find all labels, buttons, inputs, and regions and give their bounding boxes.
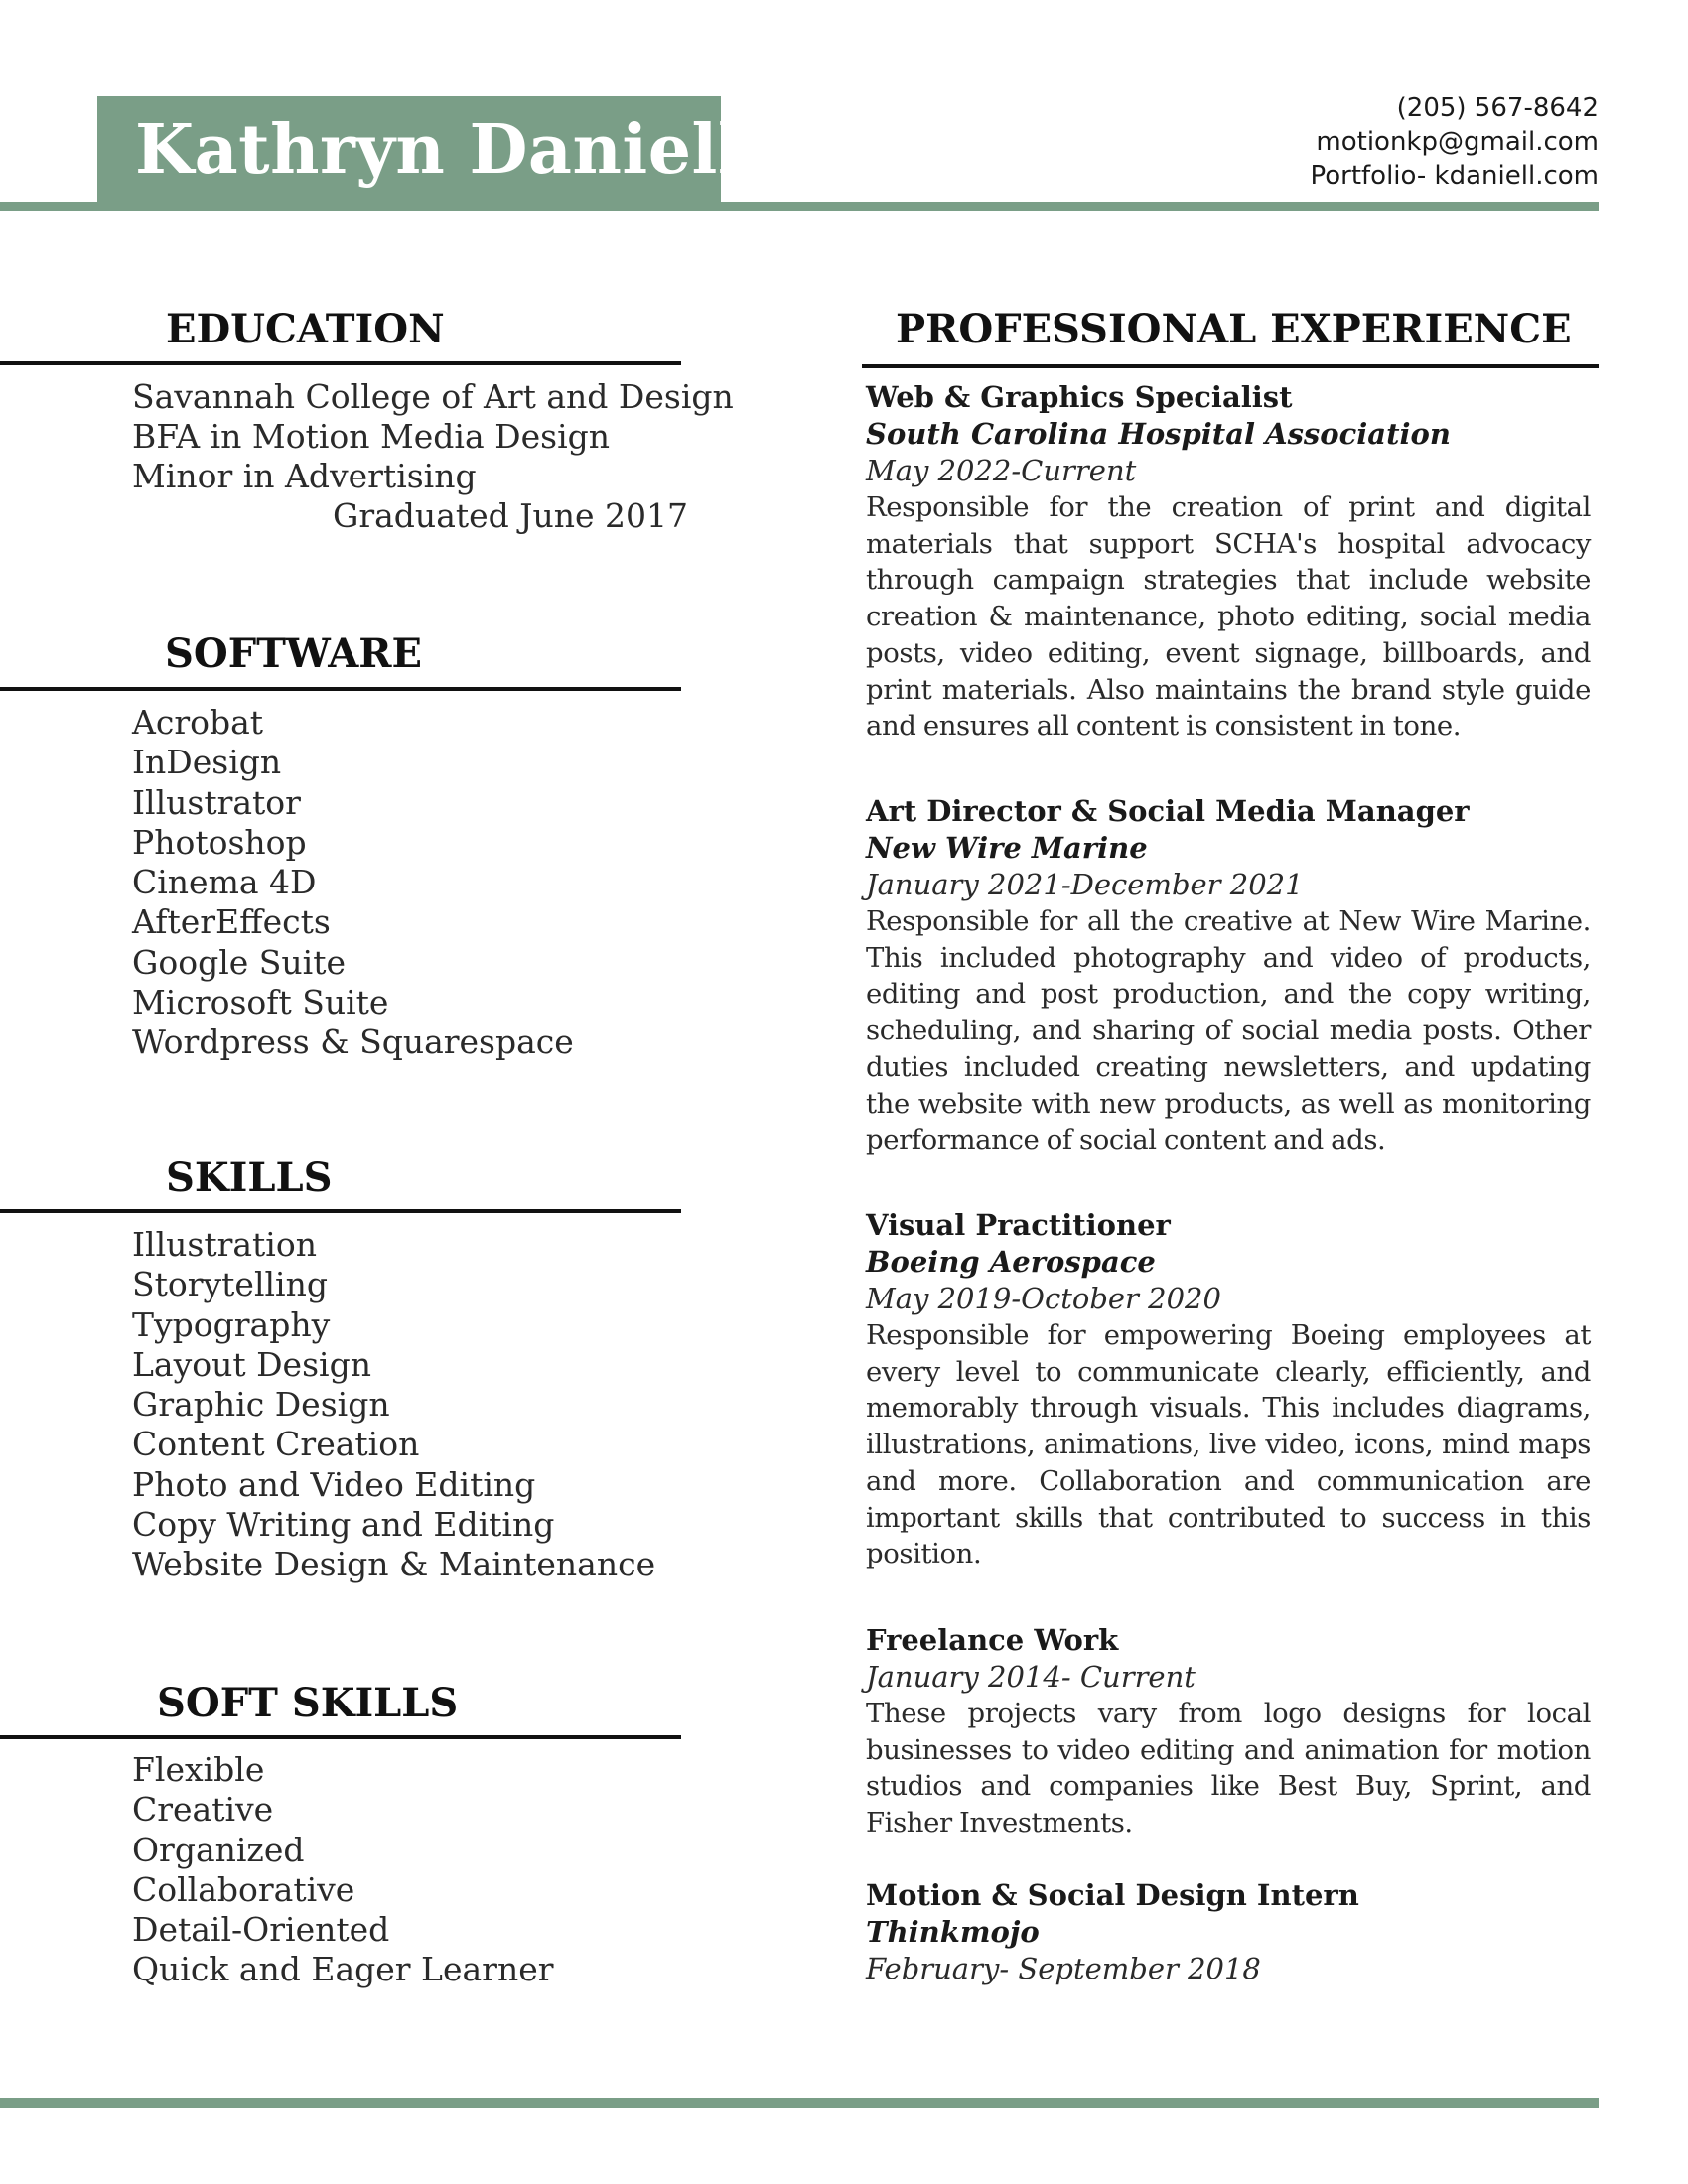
experience-heading: PROFESSIONAL EXPERIENCE [896, 306, 1572, 352]
job-description: Responsible for empowering Boeing employees at every level to communicate clearly, efficiently, and memorably through visuals. This includes diagrams, illustrations, animations, live video, icons, mind maps and more. Collaboration and communication are important skills that contributed to success in this position. [866, 1319, 1591, 1570]
list-item: Acrobat [132, 703, 264, 742]
list-item: Quick and Eager Learner [132, 1950, 554, 1989]
candidate-name: Kathryn Daniell [135, 110, 745, 190]
job-company: Thinkmojo [866, 1915, 1040, 1949]
education-graduated: Graduated June 2017 [333, 496, 689, 535]
footer-divider [0, 2098, 1599, 2108]
education-degree: BFA in Motion Media Design [132, 417, 610, 456]
list-item: Detail-Oriented [132, 1910, 390, 1950]
list-item: AfterEffects [132, 902, 331, 942]
education-heading: EDUCATION [166, 306, 445, 352]
list-item: Typography [132, 1304, 331, 1344]
list-item: Cinema 4D [132, 863, 317, 902]
job-title: Freelance Work [866, 1623, 1119, 1657]
email-address: motionkp@gmail.com [1316, 127, 1599, 157]
list-item: Photo and Video Editing [132, 1464, 536, 1504]
list-item: Illustrator [132, 782, 301, 822]
education-divider [0, 361, 681, 365]
job-entry [866, 379, 1591, 745]
education-school: Savannah College of Art and Design [132, 377, 734, 416]
job-title: Art Director & Social Media Manager [866, 794, 1470, 828]
job-entry [866, 1877, 1591, 1987]
job-company: South Carolina Hospital Association [866, 417, 1451, 451]
soft-skills-list [132, 1750, 554, 1990]
job-description: Responsible for the creation of print and digital materials that support SCHA's hospital advocacy through campaign strategies that include website creation & maintenance, photo editing, social media posts, video editing, event signage, billboards, and print materials. Also maintains the brand style guide and ensures all content is consistent in tone. [866, 491, 1591, 743]
list-item: Collaborative [132, 1869, 355, 1909]
list-item: Google Suite [132, 942, 346, 982]
list-item: Illustration [132, 1225, 317, 1264]
list-item: Flexible [132, 1750, 265, 1789]
list-item: Copy Writing and Editing [132, 1505, 555, 1545]
software-divider [0, 687, 681, 691]
job-company: Boeing Aerospace [866, 1245, 1156, 1279]
job-title: Motion & Social Design Intern [866, 1878, 1359, 1912]
job-dates: May 2019-October 2020 [866, 1282, 1221, 1315]
list-item: Website Design & Maintenance [132, 1545, 656, 1584]
portfolio-link: Portfolio- kdaniell.com [1310, 161, 1599, 191]
list-item: Storytelling [132, 1265, 328, 1304]
job-description: Responsible for all the creative at New Wire Marine. This included photography and video of products, editing and post production, and the copy writing, scheduling, and sharing of social media posts. Other duties included creating newsletters, and updating the website with new products, as well as monitoring performance of social content and ads. [866, 905, 1591, 1157]
job-dates: January 2014- Current [866, 1660, 1196, 1694]
job-company: New Wire Marine [866, 831, 1148, 865]
job-title: Web & Graphics Specialist [866, 380, 1293, 414]
list-item: Photoshop [132, 822, 307, 862]
job-title: Visual Practitioner [866, 1208, 1171, 1242]
list-item: Creative [132, 1790, 274, 1830]
list-item: Wordpress & Squarespace [132, 1023, 574, 1062]
education-minor: Minor in Advertising [132, 457, 477, 495]
job-entry [866, 1622, 1591, 1842]
skills-heading: SKILLS [166, 1155, 333, 1201]
experience-divider [862, 364, 1599, 368]
job-description: These projects vary from logo designs for local businesses to video editing and animation for motion studios and companies like Best Buy, Sprint, and Fisher Investments. [866, 1698, 1591, 1840]
job-entry [866, 1207, 1591, 1572]
list-item: Organized [132, 1830, 305, 1869]
contact-info [1310, 91, 1599, 193]
job-dates: February- September 2018 [866, 1952, 1261, 1985]
soft-skills-heading: SOFT SKILLS [157, 1680, 459, 1726]
header-divider [0, 202, 1599, 211]
skills-list [132, 1225, 655, 1585]
software-list [132, 703, 574, 1063]
list-item: Microsoft Suite [132, 983, 389, 1023]
list-item: Content Creation [132, 1425, 420, 1464]
education-details [132, 377, 734, 536]
soft-skills-divider [0, 1735, 681, 1739]
job-dates: May 2022-Current [866, 454, 1137, 487]
list-item: Graphic Design [132, 1385, 390, 1425]
list-item: InDesign [132, 743, 282, 782]
job-dates: January 2021-December 2021 [866, 868, 1304, 901]
phone-number: (205) 567-8642 [1396, 93, 1599, 123]
software-heading: SOFTWARE [165, 630, 423, 677]
job-entry [866, 793, 1591, 1159]
name-banner [97, 96, 745, 203]
list-item: Layout Design [132, 1344, 371, 1384]
skills-divider [0, 1209, 681, 1213]
